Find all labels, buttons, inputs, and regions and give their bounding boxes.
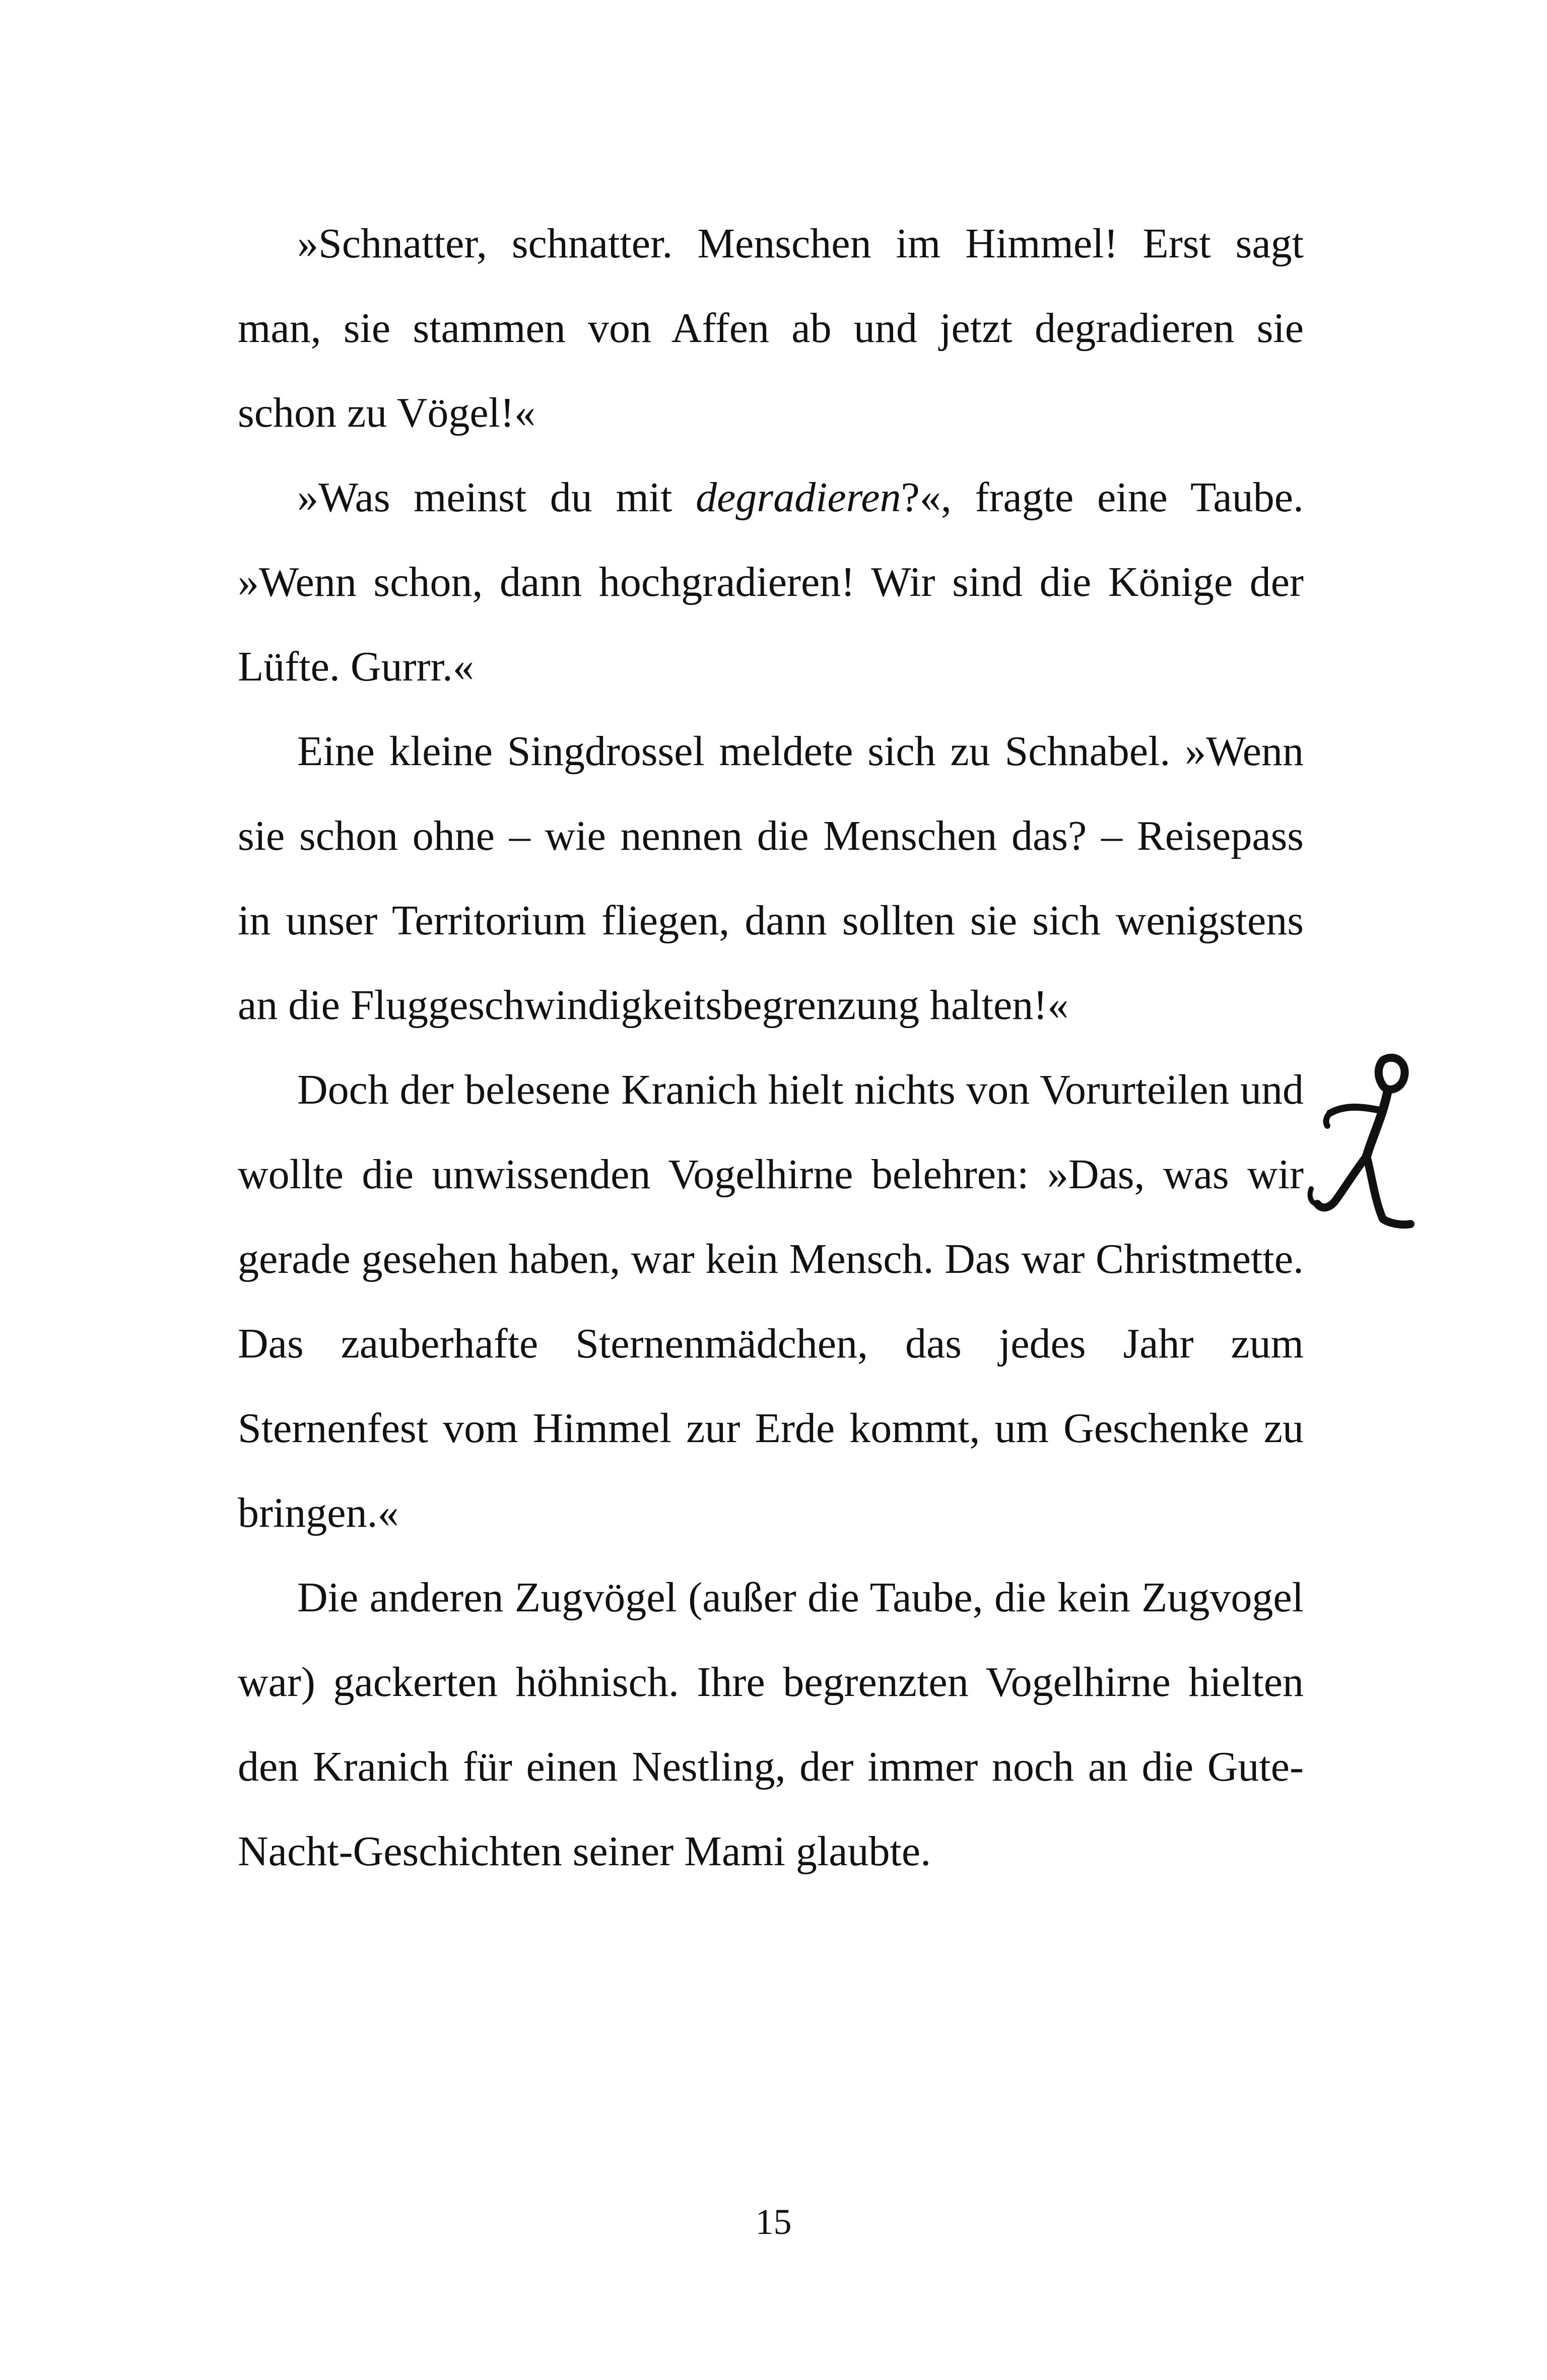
- paragraph-5: Die anderen Zugvögel (außer die Taube, die kein Zugvogel war) gackerten höhnisch. Ihre begrenzten Vogelhirne hielten den Kranich für einen Nestling, der immer noch an die Gute-Nacht-Geschichten seiner Mami glaubte.: [238, 1574, 1304, 1875]
- paragraph-2: [238, 455, 1304, 709]
- body-text: [238, 201, 1304, 1894]
- page-number: 15: [755, 2202, 792, 2242]
- emphasized-word: degradieren: [696, 474, 901, 521]
- paragraph-3: Eine kleine Singdrossel meldete sich zu Schnabel. »Wenn sie schon ohne – wie nennen die Menschen das? – Reisepass in unser Territorium fliegen, dann sollten sie sich wenigstens an die Fluggeschwindigkeitsbegrenzung halten!«: [238, 728, 1304, 1029]
- paragraph-4: Doch der belesene Kranich hielt nichts von Vorurteilen und wollte die unwissenden Vogelhirne belehren: »Das, was wir gerade gesehen haben, war kein Mensch. Das war Christmette. Das zauberhafte Sternenmädchen, das jedes Jahr zum Sternenfest vom Himmel zur Erde kommt, um Geschenke zu bringen.«: [238, 1066, 1304, 1536]
- stick-figure-doodle-icon: [1307, 1050, 1418, 1237]
- paragraph-2-start: »Was meinst du mit: [297, 474, 696, 521]
- paragraph-1: »Schnatter, schnatter. Menschen im Himmel! Erst sagt man, sie stammen von Affen ab und jetzt degradieren sie schon zu Vögel!«: [238, 220, 1304, 436]
- paragraph-2-end: ?«, fragte eine Taube. »Wenn schon, dann hochgradieren! Wir sind die Könige der Lüfte. Gurrr.«: [238, 474, 1304, 690]
